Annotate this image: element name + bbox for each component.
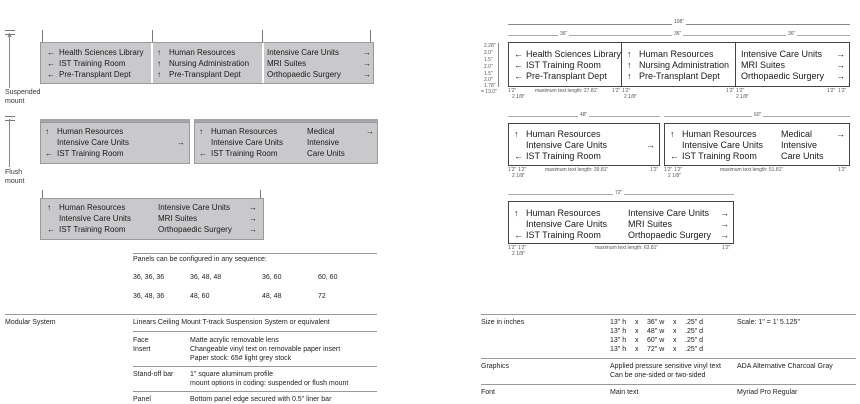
size-row: 13" h x 36" w x .25" d <box>610 319 704 326</box>
spec-label-size: Size in inches <box>481 319 525 326</box>
margin-label: 2 1/8" <box>624 94 637 100</box>
spec-label-font: Font <box>481 389 496 396</box>
up-arrow-icon: ↑ <box>157 59 161 68</box>
suspended-arrow <box>9 33 10 88</box>
divider <box>481 358 856 359</box>
right-arrow-icon: → <box>646 140 655 150</box>
margin-label: 1'2" <box>518 245 527 251</box>
right-arrow-icon: → <box>249 214 257 223</box>
left-arrow-icon: ← <box>670 151 679 161</box>
right-arrow-icon: → <box>249 225 257 234</box>
divider <box>133 253 377 254</box>
margin-label: 1'2" <box>838 88 847 94</box>
margin-label: 2 1/8" <box>668 173 681 179</box>
sign1-col3: Intensive Care Units MRI Suites Orthopaedic Surgery <box>267 48 341 79</box>
up-arrow-icon: ↑ <box>514 208 519 218</box>
dim-vert: 2.0" <box>484 50 493 56</box>
dim-36: 36" <box>674 31 682 37</box>
r1-col1: ← Health Sciences Library ← IST Training Room ← Pre-Transplant Dept <box>514 49 622 81</box>
up-arrow-icon: ↑ <box>514 129 519 139</box>
panel-joint <box>621 42 622 87</box>
spec-value-font: Main text <box>610 389 639 396</box>
left-arrow-icon: ← <box>47 225 55 234</box>
sign1-col2: ↑ Human Resources ↑ Nursing Administration ↑ Pre-Transplant Dept <box>157 48 250 79</box>
config-cell: 72 <box>318 293 326 300</box>
config-title: Panels can be configured in any sequence: <box>133 256 267 263</box>
margin-label: 2 1/8" <box>736 94 749 100</box>
flush-bar <box>194 119 378 122</box>
dim-108: 108" <box>674 19 685 25</box>
right-arrow-icon: → <box>836 49 845 59</box>
suspended-arrow-head: ▲ <box>6 32 13 39</box>
margin-label: 1'2" <box>674 167 683 173</box>
sign2a-col1: ↑ Human Resources Intensive Care Units ← IST Training Room <box>45 127 130 158</box>
margin-label: 1'2" <box>736 88 745 94</box>
sign3-col1: ↑ Human Resources Intensive Care Units ← IST Training Room <box>47 203 132 234</box>
sign3-col2: Intensive Care Units MRI Suites Orthopaedic Surgery <box>158 203 232 234</box>
divider <box>5 314 377 315</box>
spec-label-graphics: Graphics <box>481 363 510 370</box>
spec-label-face: Face Insert <box>133 337 151 353</box>
spec-label-standoff: Stand-off bar <box>133 371 174 378</box>
dim-60: 60" <box>754 112 762 118</box>
dim-vert: 2.28" <box>484 43 496 49</box>
config-cell: 36, 48, 48 <box>190 274 222 281</box>
margin-label: 1'2" <box>612 88 621 94</box>
margin-label: 1'2" <box>518 167 527 173</box>
right-arrow-icon: → <box>177 138 185 147</box>
dim-72: 72" <box>615 190 623 196</box>
right-arrow-icon: → <box>836 71 845 81</box>
right-arrow-icon: → <box>363 48 371 57</box>
rod <box>370 30 371 42</box>
margin-label: 1'2" <box>838 167 847 173</box>
right-arrow-icon: → <box>363 59 371 68</box>
up-arrow-icon: ↑ <box>627 71 632 81</box>
flush-line <box>9 119 10 167</box>
right-arrow-icon: → <box>836 60 845 70</box>
divider <box>481 314 856 315</box>
sign1-col1: ← Health Sciences Library ← IST Training Room ← Pre-Transplant Dept <box>47 48 144 79</box>
left-arrow-icon: ← <box>514 230 523 240</box>
ceiling-mark-2 <box>5 116 15 121</box>
dim-vert: 1.5" <box>484 57 493 63</box>
config-cell: 60, 60 <box>318 274 338 281</box>
ceiling-mark-1 <box>5 30 15 35</box>
r2b-col2: Medical Intensive Care Units <box>781 129 824 161</box>
margin-label: 1'2" <box>508 245 517 251</box>
left-arrow-icon: ← <box>514 49 523 59</box>
up-arrow-icon: ↑ <box>670 129 675 139</box>
config-cell: 48, 60 <box>190 293 210 300</box>
size-row: 13" h x 60" w x .25" d <box>610 337 704 344</box>
left-arrow-icon: ← <box>47 59 55 68</box>
spec-value-graphics: Applied pressure sensitive vinyl text Can be one-sided or two-sided <box>610 363 721 379</box>
spec-value-font-name: Myriad Pro Regular <box>737 389 798 396</box>
up-arrow-icon: ↑ <box>45 127 49 136</box>
left-arrow-icon: ← <box>199 149 207 158</box>
up-arrow-icon: ↑ <box>157 70 161 79</box>
r3-col2: Intensive Care Units MRI Suites Orthopaedic Surgery <box>628 208 712 240</box>
sign2b-col1: ↑ Human Resources Intensive Care Units ← IST Training Room <box>199 127 284 158</box>
spec-value-standoff: 1" square aluminum profile mount options in coding: suspended or flush mount <box>190 371 349 387</box>
dim-36: 36" <box>788 31 796 37</box>
spec-value-color: ADA Alternative Charcoal Gray <box>737 363 833 370</box>
dim-height: = 13.0" <box>481 89 497 95</box>
rod <box>260 190 261 198</box>
r2a-col1: ↑ Human Resources Intensive Care Units ← IST Training Room <box>514 129 608 161</box>
flush-label: Flush mount <box>5 169 25 185</box>
right-arrow-icon: → <box>720 219 729 229</box>
margin-label: 1'2" <box>722 245 731 251</box>
spec-value-panel: Bottom panel edge secured with 0.5" liner bar <box>190 396 332 403</box>
divider <box>133 331 377 332</box>
dim-vertical <box>498 43 499 87</box>
left-arrow-icon: ← <box>47 70 55 79</box>
margin-label: 1'2" <box>622 88 631 94</box>
dim-vert: 1.78" <box>484 83 496 89</box>
rod <box>42 190 43 198</box>
panel-joint <box>735 42 736 87</box>
margin-label: 1'2" <box>508 167 517 173</box>
right-arrow-icon: → <box>366 127 374 136</box>
left-arrow-icon: ← <box>514 60 523 70</box>
size-row: 13" h x 72" w x .25" d <box>610 346 704 353</box>
margin-label: 2 1/8" <box>512 94 525 100</box>
right-arrow-icon: → <box>363 70 371 79</box>
margin-label: 2 1/8" <box>512 251 525 257</box>
config-cell: 36, 36, 36 <box>133 274 165 281</box>
up-arrow-icon: ↑ <box>47 203 51 212</box>
rod <box>152 30 153 42</box>
up-arrow-icon: ↑ <box>627 60 632 70</box>
divider <box>481 384 856 385</box>
left-arrow-icon: ← <box>514 151 523 161</box>
sign2b-col2: Medical Intensive Care Units <box>307 127 345 158</box>
panel-joint <box>151 43 153 83</box>
right-arrow-icon: → <box>720 230 729 240</box>
dim-48: 48" <box>580 112 588 118</box>
right-arrow-icon: → <box>720 208 729 218</box>
config-cell: 36, 60 <box>262 274 282 281</box>
right-arrow-icon: → <box>836 129 845 139</box>
up-arrow-icon: ↑ <box>157 48 161 57</box>
dim-vert: 1.5" <box>484 71 493 77</box>
flush-bar <box>40 119 190 122</box>
scale-label: Scale: 1" = 1' 5.125" <box>737 319 800 326</box>
size-row: 13" h x 48" w x .25" d <box>610 328 704 335</box>
up-arrow-icon: ↑ <box>627 49 632 59</box>
margin-label: 1'2" <box>827 88 836 94</box>
margin-label: 2 1/8" <box>512 173 525 179</box>
left-arrow-icon: ← <box>47 48 55 57</box>
size-table <box>610 318 703 354</box>
max-text-length: maximum text length: 63.81" <box>595 245 659 251</box>
rod <box>262 30 263 42</box>
r2b-col1: ↑ Human Resources Intensive Care Units ← IST Training Room <box>670 129 764 161</box>
divider <box>133 391 377 392</box>
right-arrow-icon: → <box>249 203 257 212</box>
panel-joint <box>262 43 264 83</box>
spec-value-modular: Linears Ceiling Mount T-track Suspension System or equivalent <box>133 319 330 326</box>
margin-label: 1'2" <box>664 167 673 173</box>
up-arrow-icon: ↑ <box>199 127 203 136</box>
dim-vert: 2.0" <box>484 64 493 70</box>
dim-36: 36" <box>560 31 568 37</box>
spec-label-panel: Panel <box>133 396 151 403</box>
max-text-length: maximum text length: 27.81" <box>535 88 599 94</box>
margin-label: 1'2" <box>650 167 659 173</box>
config-cell: 36, 48, 36 <box>133 293 165 300</box>
divider <box>133 366 377 367</box>
dim-vert: 2.0" <box>484 77 493 83</box>
left-arrow-icon: ← <box>514 71 523 81</box>
rod <box>42 30 43 42</box>
r1-col2: ↑ Human Resources ↑ Nursing Administration ↑ Pre-Transplant Dept <box>627 49 730 81</box>
margin-label: 1'2" <box>726 88 735 94</box>
max-text-length: maximum text length: 39.81" <box>545 167 609 173</box>
suspended-label: Suspended mount <box>5 89 41 105</box>
r3-col1: ↑ Human Resources Intensive Care Units ← IST Training Room <box>514 208 608 240</box>
config-cell: 48, 48 <box>262 293 282 300</box>
margin-label: 1'2" <box>508 88 517 94</box>
spec-label-modular: Modular System <box>5 319 56 326</box>
left-arrow-icon: ← <box>45 149 53 158</box>
spec-value-face: Matte acrylic removable lens Changeable vinyl text on removable paper insert Paper stock: 65# light grey stock <box>190 337 341 362</box>
r1-col3: Intensive Care Units MRI Suites Orthopaedic Surgery <box>741 49 825 81</box>
max-text-length: maximum text length: 51.81" <box>720 167 784 173</box>
